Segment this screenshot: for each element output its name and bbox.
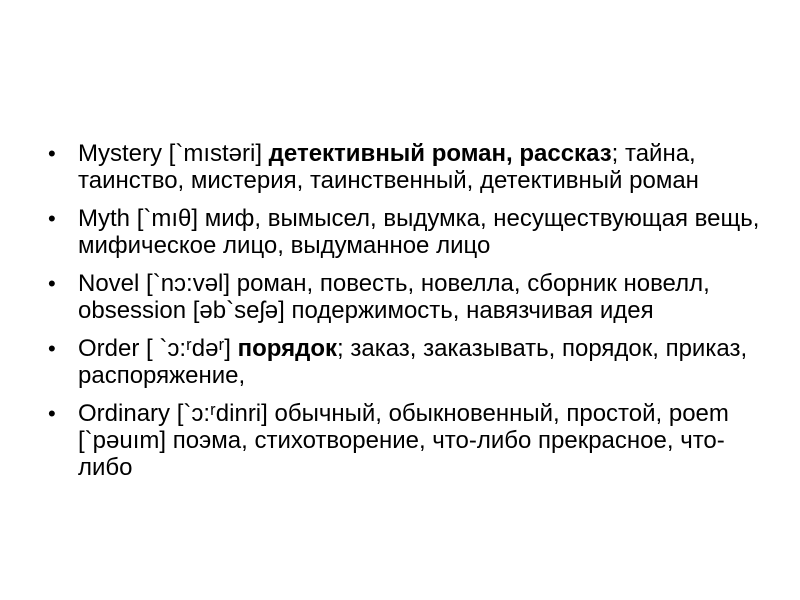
entry-bold-translation: детективный роман, рассказ — [268, 140, 612, 167]
entry-word-secondary: obsession — [78, 297, 187, 324]
entry-translation: обычный, обыкновенный, простой, — [274, 400, 663, 427]
entry-word: Myth — [78, 205, 131, 232]
entry-translation: миф, вымысел, выдумка, несуществующая вещь, мифическое лицо, выдуманное лицо — [78, 205, 760, 259]
entry-word: Mystery — [78, 140, 162, 167]
bullet-icon: • — [48, 141, 56, 166]
entry-word: Ordinary — [78, 400, 171, 427]
entry-translation: ; тайна, таинство, мистерия, таинственный, детективный роман — [78, 140, 699, 194]
entry-translation-secondary: подержимость, навязчивая идея — [291, 297, 654, 324]
entry-transcription-secondary: [`pəuım] — [78, 427, 167, 454]
list-item — [48, 400, 778, 481]
bullet-icon: • — [48, 401, 56, 426]
bullet-icon: • — [48, 336, 56, 361]
entry-transcription: [`ɔ:ʳdinri] — [176, 400, 268, 427]
vocabulary-list — [48, 140, 778, 492]
entry-translation-secondary: поэма, стихотворение, что-либо прекрасное, что-либо — [78, 427, 725, 481]
entry-word-secondary: poem — [668, 400, 729, 427]
entry-transcription: [`mıstəri] — [168, 140, 262, 167]
list-item — [48, 335, 778, 389]
entry-transcription: [ `ɔ:ʳdəʳ] — [146, 335, 231, 362]
entry-word: Order — [78, 335, 140, 362]
bullet-icon: • — [48, 271, 56, 296]
entry-transcription: [`nɔ:vəl] — [146, 270, 231, 297]
entry-word: Novel — [78, 270, 140, 297]
entry-translation: роман, повесть, новелла, сборник новелл, — [236, 270, 710, 297]
entry-transcription: [`mıθ] — [136, 205, 199, 232]
entry-translation: ; заказ, заказывать, порядок, приказ, распоряжение, — [78, 335, 748, 389]
list-item — [48, 140, 778, 194]
entry-bold-translation: порядок — [237, 335, 337, 362]
bullet-icon: • — [48, 206, 56, 231]
list-item — [48, 270, 778, 324]
list-item — [48, 205, 778, 259]
entry-transcription-secondary: [əb`seʃə] — [192, 297, 285, 324]
